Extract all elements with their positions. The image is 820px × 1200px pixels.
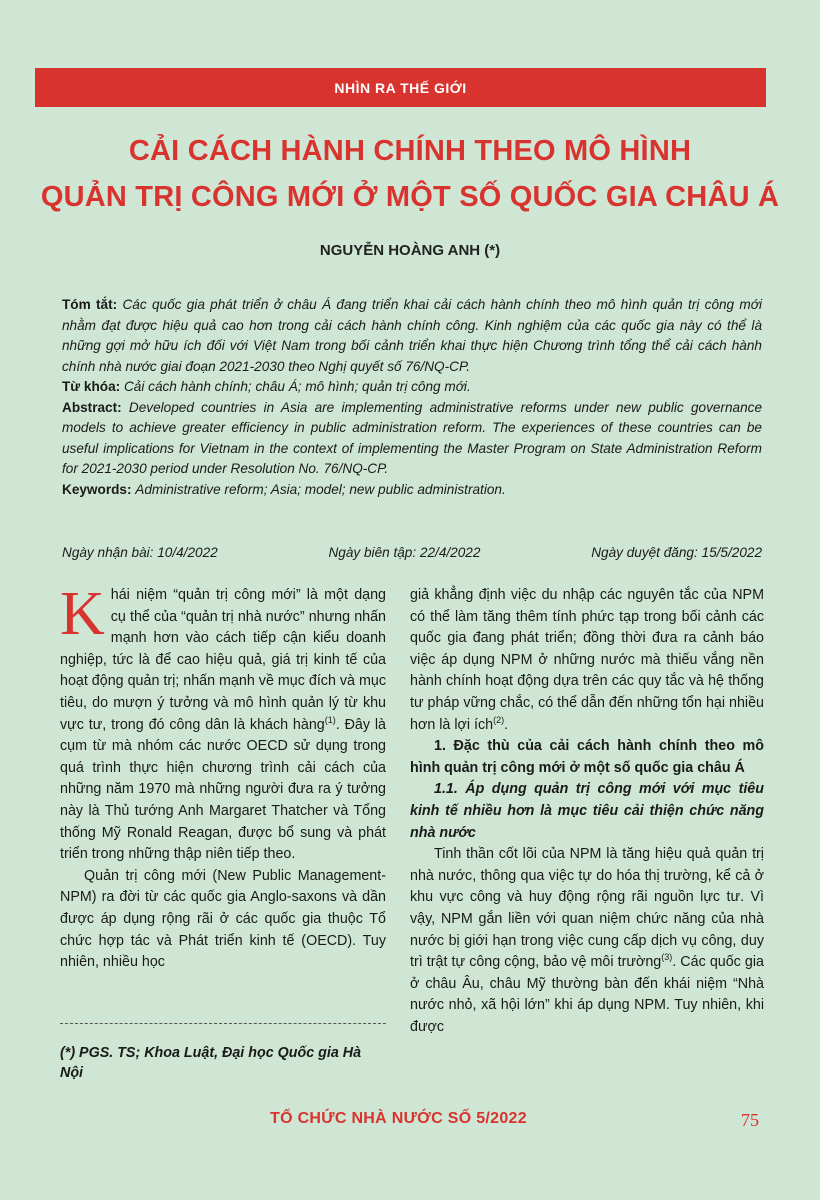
summary-label: Tóm tắt: [62, 297, 118, 312]
keywords-vi [62, 377, 762, 398]
right-p1-text: giả khẳng định việc du nhập các nguyên tắc của NPM có thể làm tăng thêm tính phức tạp trong bối cảnh các quốc gia đang phát triển; đồng thời đưa ra cảnh báo việc áp dụng NPM ở những nước mà thiếu vắng nền hành chính hoạt động dựa trên các quy tắc và hệ thống tư pháp vững chắc, có thể dẫn đến những tổn hại nhiều hơn là lợi ích [410, 587, 764, 733]
keywords-en-text: Administrative reform; Asia; model; new public administration. [135, 481, 506, 497]
title-line-1: CẢI CÁCH HÀNH CHÍNH THEO MÔ HÌNH [128, 135, 692, 167]
right-paragraph-1 [410, 585, 764, 736]
keywords-vi-text: Cải cách hành chính; châu Á; mô hình; quản trị công mới. [123, 379, 471, 394]
date-edited: Ngày biên tập: 22/4/2022 [328, 545, 481, 560]
author: NGUYỄN HOÀNG ANH (*) [319, 242, 501, 259]
left-p1b-text: . Đây là cụm từ mà nhóm các nước OECD sử dụng trong quá trình thực hiện chương trình cải cách của những năm 1970 mà những người đưa ra ý tưởng này là Thủ tướng Anh Margaret Thatcher và Tổng thống Mỹ Ronald Reagan, được bổ sung và phát triển trong những thập niên tiếp theo. [60, 716, 387, 863]
left-p1-text: hái niệm “quản trị công mới” là một dạng cụ thể của “quản trị nhà nước” nhưng nhấn mạnh hơn vào cách tiếp cận kiểu doanh nghiệp, tức là để cao hiệu quả, giá trị kinh tế của hoạt động quản trị; nhấn mạnh về mục đích và mục tiêu, do mượn ý tưởng và mô hình quản lý từ khu vực tư, trong đó công dân là khách hàng [60, 587, 386, 733]
abstract-en [62, 398, 762, 480]
page-number: 75 [741, 1110, 759, 1130]
abstract-block [62, 295, 762, 500]
dates-row [62, 545, 762, 560]
keywords-vi-label: Từ khóa: [62, 379, 121, 394]
article-title [0, 128, 820, 220]
author-footnote: (*) PGS. TS; Khoa Luật, Đại học Quốc gia Hà Nội [60, 1045, 362, 1081]
left-paragraph-1 [60, 580, 387, 866]
footnote-ref-2: (2) [493, 714, 505, 725]
right-p1-end: . [504, 716, 509, 733]
footnote-ref-1: (1) [324, 714, 336, 725]
dropcap: K [60, 580, 105, 648]
left-column [60, 580, 387, 974]
abstract-en-text: Developed countries in Asia are implementing administrative reforms under new public governance models to achieve greater efficiency in public administration reform. The experiences of these countries can be useful implications for Vietnam in the context of implementing the Master Program on State Administration Reform for 2021-2030 period under Resolution No. 76/NQ-CP. [62, 399, 762, 476]
footnote-ref-3: (3) [661, 952, 673, 963]
journal-footer: TỔ CHỨC NHÀ NƯỚC SỐ 5/2022 [270, 1110, 527, 1127]
footnote-divider [60, 1023, 386, 1024]
date-approved: Ngày duyệt đăng: 15/5/2022 [591, 545, 762, 560]
keywords-en [62, 480, 762, 501]
section-heading: 1. Đặc thù của cải cách hành chính theo mô hình quản trị công mới ở một số quốc gia châu Á [410, 738, 764, 776]
section-subheading: 1.1. Áp dụng quản trị công mới với mục tiêu kinh tế nhiều hơn là mục tiêu cải thiện chức năng nhà nước [410, 781, 764, 841]
right-column [410, 585, 764, 1038]
date-received: Ngày nhận bài: 10/4/2022 [62, 545, 218, 560]
summary-text: Các quốc gia phát triển ở châu Á đang triển khai cải cách hành chính theo mô hình quản trị công mới nhằm đạt được hiệu quả cao hơn trong cải cách hành chính công. Kinh nghiệm của các quốc gia này có thể là những gợi mở hữu ích đối với Việt Nam trong bối cảnh triển khai thực hiện Chương trình tổng thể cải cách hành chính nhà nước giai đoạn 2021-2030 theo Nghị quyết số 76/NQ-CP. [62, 297, 762, 374]
right-paragraph-2 [410, 844, 764, 1038]
right-p2-text: Tinh thần cốt lõi của NPM là tăng hiệu quả quản trị nhà nước, thông qua việc tự do hóa thị trường, kể cả ở khu vực công và huy động rộng rãi nguồn lực tư. Vì vậy, NPM gắn liền với quan niệm chức năng của nhà nước bị giới hạn trong việc cung cấp dịch vụ công, duy trì trật tự công cộng, bảo vệ môi trường [410, 846, 764, 971]
right-p2b-text: . Các quốc gia ở châu Âu, châu Mỹ thường bàn đến khái niệm “Nhà nước nhỏ, xã hội lớn” khi áp dụng NPM. Tuy nhiên, khi được [410, 954, 764, 1035]
title-line-2: QUẢN TRỊ CÔNG MỚI Ở MỘT SỐ QUỐC GIA CHÂU Á [40, 181, 780, 213]
keywords-en-label: Keywords: [62, 481, 132, 497]
section-banner: NHÌN RA THẾ GIỚI [35, 68, 766, 107]
left-paragraph-2: Quản trị công mới (New Public Management-NPM) ra đời từ các quốc gia Anglo-saxons và dần được áp dụng rộng rãi ở các quốc gia thuộc Tổ chức hợp tác và Phát triển kinh tế (OECD). Tuy nhiên, nhiều học [60, 867, 386, 971]
abstract-en-label: Abstract: [62, 399, 122, 415]
summary-vi [62, 295, 762, 377]
